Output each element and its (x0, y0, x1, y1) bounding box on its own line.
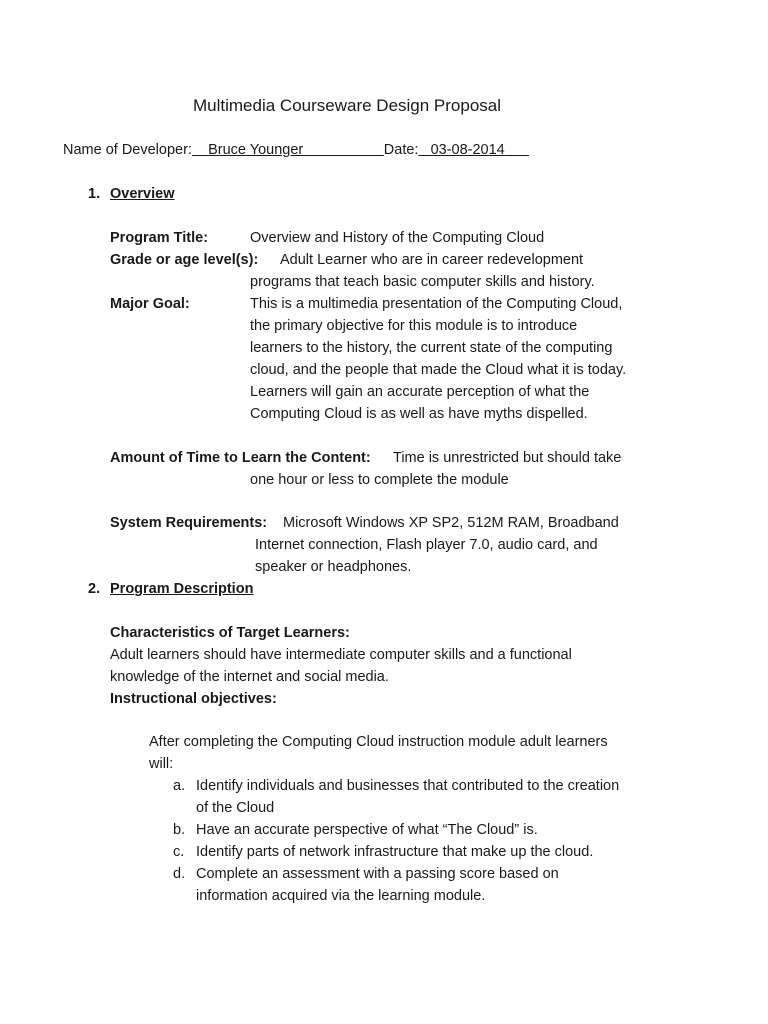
sys-label: System Requirements: (110, 515, 268, 531)
grade-label: Grade or age level(s): (110, 252, 259, 268)
developer-label: Name of Developer: (63, 142, 192, 158)
objective-a-line-1: Identify individuals and businesses that contributed to the creation (196, 778, 620, 794)
objective-b-letter: b. (173, 822, 186, 838)
date-value (418, 142, 528, 158)
date-value-text: 03-08-2014 (430, 142, 505, 158)
sys-line-1: Microsoft Windows XP SP2, 512M RAM, Broadband (283, 515, 619, 531)
section2-heading: Program Description (110, 581, 254, 597)
objective-d-line-1: Complete an assessment with a passing score based on (196, 866, 559, 882)
section1-heading: Overview (110, 186, 175, 202)
objectives-heading: Instructional objectives: (110, 691, 277, 707)
time-label: Amount of Time to Learn the Content: (110, 450, 371, 466)
characteristics-heading: Characteristics of Target Learners: (110, 625, 350, 641)
objective-a-letter: a. (173, 778, 186, 794)
objective-b-line-1: Have an accurate perspective of what “The Cloud” is. (196, 822, 538, 838)
developer-name (192, 142, 384, 158)
objective-a-line-2: of the Cloud (196, 800, 275, 816)
goal-line-3: learners to the history, the current state of the computing (250, 340, 613, 356)
goal-line-4: cloud, and the people that made the Cloud what it is today. (250, 362, 627, 378)
document-title: Multimedia Courseware Design Proposal (193, 96, 502, 115)
characteristics-line-2: knowledge of the internet and social media. (110, 669, 389, 685)
developer-name-text: Bruce Younger (208, 142, 304, 158)
goal-line-1: This is a multimedia presentation of the Computing Cloud, (250, 296, 623, 312)
objective-d-line-2: information acquired via the learning module. (196, 888, 486, 904)
section1-number: 1. (88, 186, 101, 202)
grade-line-1: Adult Learner who are in career redevelopment (280, 252, 584, 268)
objective-d-letter: d. (173, 866, 186, 882)
objective-c-line-1: Identify parts of network infrastructure that make up the cloud. (196, 844, 594, 860)
objectives-intro-line-1: After completing the Computing Cloud instruction module adult learners (149, 734, 608, 750)
sys-line-3: speaker or headphones. (255, 559, 412, 575)
goal-line-2: the primary objective for this module is to introduce (250, 318, 578, 334)
program-title-value: Overview and History of the Computing Cloud (250, 230, 545, 246)
characteristics-line-1: Adult learners should have intermediate computer skills and a functional (110, 647, 572, 663)
section2-number: 2. (88, 581, 101, 597)
goal-line-5: Learners will gain an accurate perception of what the (250, 384, 590, 400)
grade-line-2: programs that teach basic computer skills and history. (250, 274, 595, 290)
developer-line (63, 139, 529, 161)
objectives-intro-line-2: will: (149, 756, 174, 772)
goal-line-6: Computing Cloud is as well as have myths dispelled. (250, 406, 588, 422)
program-title-label: Program Title: (110, 230, 209, 246)
time-line-1: Time is unrestricted but should take (393, 450, 622, 466)
time-line-2: one hour or less to complete the module (250, 472, 509, 488)
date-label: Date: (383, 142, 419, 158)
sys-line-2: Internet connection, Flash player 7.0, audio card, and (255, 537, 598, 553)
goal-label: Major Goal: (110, 296, 190, 312)
objective-c-letter: c. (173, 844, 185, 860)
